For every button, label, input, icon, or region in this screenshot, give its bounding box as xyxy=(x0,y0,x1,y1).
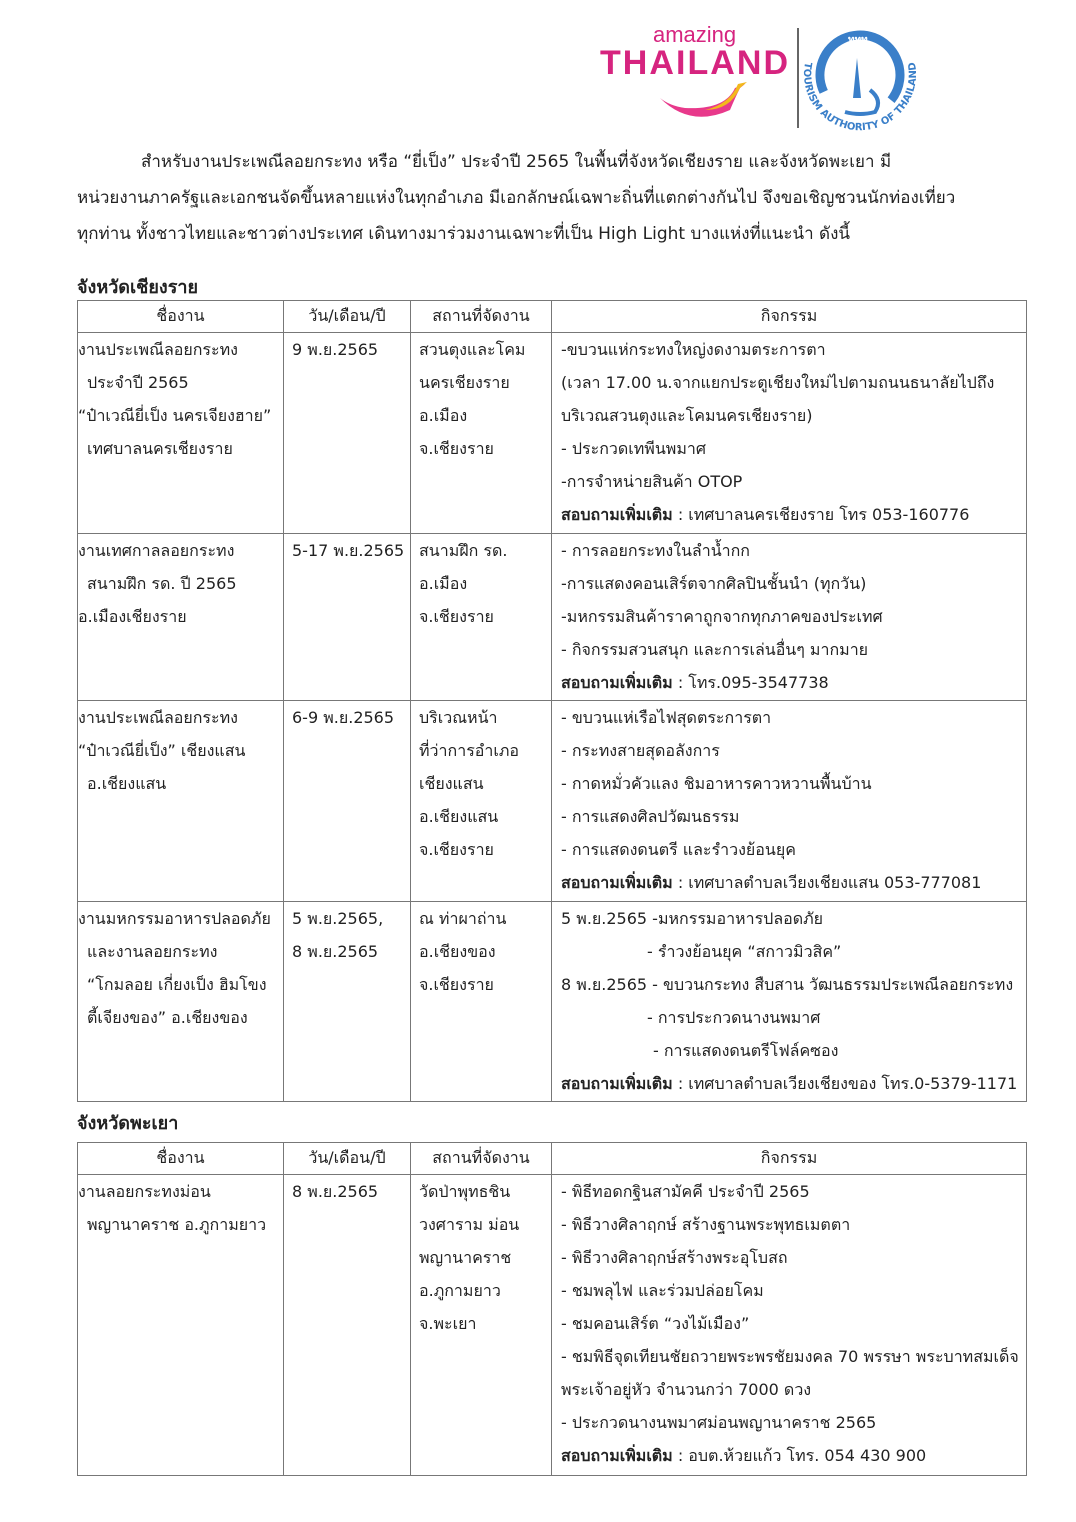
event-activities-line: - ประกวดเทพีนพมาศ xyxy=(561,439,706,458)
event-venue-line: ณ ท่าผาถ่าน xyxy=(419,909,507,928)
contact-line xyxy=(561,1439,1026,1472)
event-date-cell xyxy=(284,1175,411,1476)
event-date-cell xyxy=(284,902,411,1102)
event-activities-line: - การแสดงดนตรีโฟล์คซอง xyxy=(653,1041,839,1060)
event-date-cell xyxy=(284,534,411,701)
event-activities-line: - รำวงย้อนยุค “สกาวมิวสิค” xyxy=(647,942,842,961)
event-name-line: ตี้เจียงของ” อ.เชียงของ xyxy=(87,1008,248,1027)
column-header: ชื่องาน xyxy=(78,301,284,333)
event-venue-line: จ.เชียงราย xyxy=(419,439,494,458)
event-venue-line: อ.เชียงของ xyxy=(419,942,496,961)
event-name-line: งานลอยกระทงม่อน xyxy=(78,1182,211,1201)
event-venue-cell xyxy=(411,1175,552,1476)
event-activities-line: บริเวณสวนตุงและโคมนครเชียงราย) xyxy=(561,406,813,425)
event-venue-line: จ.เชียงราย xyxy=(419,607,494,626)
contact-line xyxy=(561,666,1026,699)
event-name-line: งานมหกรรมอาหารปลอดภัย xyxy=(78,909,271,928)
events-table xyxy=(77,1142,1027,1476)
event-name-line: อ.เมืองเชียงราย xyxy=(78,607,187,626)
section-title: จังหวัดพะเยา xyxy=(77,1113,179,1134)
event-activities-cell xyxy=(552,701,1027,902)
table-header-row xyxy=(78,301,1027,333)
event-name-line: สนามฝึก รด. ปี 2565 xyxy=(87,574,237,593)
event-activities-cell xyxy=(552,534,1027,701)
contact-label: สอบถามเพิ่มเติม xyxy=(561,1446,673,1465)
event-name-line: งานเทศกาลลอยกระทง xyxy=(78,541,235,560)
event-name-line: “ป๋าเวณียี่เป็ง” เชียงแสน xyxy=(78,741,246,760)
event-venue-line: เชียงแสน xyxy=(419,774,484,793)
event-date-line: 9 พ.ย.2565 xyxy=(292,340,379,359)
event-venue-cell xyxy=(411,534,552,701)
intro-paragraph xyxy=(77,144,1017,252)
event-venue-line: จ.เชียงราย xyxy=(419,975,494,994)
event-name-cell xyxy=(78,534,284,701)
event-activities-line: - กิจกรรมสวนสนุก และการเล่นอื่นๆ มากมาย xyxy=(561,640,869,659)
event-venue-cell xyxy=(411,902,552,1102)
event-name-line: เทศบาลนครเชียงราย xyxy=(87,439,233,458)
event-date-line: 6-9 พ.ย.2565 xyxy=(292,708,395,727)
event-venue-line: พญานาคราช xyxy=(419,1248,512,1267)
event-name-line: พญานาคราช อ.ภูกามยาว xyxy=(87,1215,267,1234)
event-venue-line: วัดป่าพุทธชิน xyxy=(419,1182,511,1201)
event-activities-line: - พิธีทอดกฐินสามัคคี ประจำปี 2565 xyxy=(561,1182,810,1201)
event-date-line: 5-17 พ.ย.2565 xyxy=(292,541,405,560)
event-activities-line: -การแสดงคอนเสิร์ตจากศิลปินชั้นนำ (ทุกวัน) xyxy=(561,574,867,593)
event-venue-cell xyxy=(411,333,552,534)
event-name-line: “ป๋าเวณียี่เป็ง นครเจียงฮาย” xyxy=(78,406,272,425)
table-row xyxy=(78,333,1027,534)
event-date-line: 8 พ.ย.2565 xyxy=(292,1182,379,1201)
event-name-cell xyxy=(78,701,284,902)
event-activities-cell xyxy=(552,1175,1027,1476)
event-activities-line: - การแสดงดนตรี และรำวงย้อนยุค xyxy=(561,840,796,859)
event-venue-line: วงศาราม ม่อน xyxy=(419,1215,520,1234)
column-header: ชื่องาน xyxy=(78,1143,284,1175)
event-venue-line: อ.เชียงแสน xyxy=(419,807,499,826)
contact-info: : อบต.ห้วยแก้ว โทร. 054 430 900 xyxy=(677,1446,927,1465)
column-header: สถานที่จัดงาน xyxy=(411,1143,552,1175)
amazing-thailand-tat-logo xyxy=(595,14,925,139)
logo-tat-abbr: ททท xyxy=(848,35,868,46)
column-header: กิจกรรม xyxy=(552,301,1027,333)
contact-label: สอบถามเพิ่มเติม xyxy=(561,505,673,524)
contact-line xyxy=(561,1067,1026,1100)
event-activities-line: - การประกวดนางนพมาศ xyxy=(647,1008,821,1027)
event-name-line: งานประเพณีลอยกระทง xyxy=(78,708,238,727)
event-name-cell xyxy=(78,333,284,534)
event-activities-line: - ขบวนแห่เรือไฟสุดตระการตา xyxy=(561,708,772,727)
event-activities-line: - พิธีวางศิลาฤกษ์ สร้างฐานพระพุทธเมตตา xyxy=(561,1215,851,1234)
event-venue-line: สนามฝึก รด. xyxy=(419,541,508,560)
event-name-line: อ.เชียงแสน xyxy=(87,774,167,793)
event-activities-line: - การลอยกระทงในลำน้ำกก xyxy=(561,541,750,560)
contact-label: สอบถามเพิ่มเติม xyxy=(561,1074,673,1093)
event-activities-line: 8 พ.ย.2565 - ขบวนกระทง สืบสาน วัฒนธรรมประเพณีลอยกระทง xyxy=(561,975,1014,994)
event-venue-line: บริเวณหน้า xyxy=(419,708,498,727)
event-venue-line: อ.เมือง xyxy=(419,406,468,425)
event-activities-line: พระเจ้าอยู่หัว จำนวนกว่า 7000 ดวง xyxy=(561,1380,812,1399)
event-venue-line: ที่ว่าการอำเภอ xyxy=(419,741,519,760)
event-name-cell xyxy=(78,902,284,1102)
table-row xyxy=(78,1175,1027,1476)
event-activities-line: - ชมคอนเสิร์ต “วงไม้เมือง” xyxy=(561,1314,750,1333)
event-venue-line: จ.เชียงราย xyxy=(419,840,494,859)
event-activities-line: - กาดหมั่วคัวแลง ชิมอาหารคาวหวานพื้นบ้าน xyxy=(561,774,872,793)
intro-line: สำหรับงานประเพณีลอยกระทง หรือ “ยี่เป็ง” ประจำปี 2565 ในพื้นที่จังหวัดเชียงราย และจังหวัดพะเยา มี xyxy=(141,152,892,172)
logo-smile-icon xyxy=(660,84,745,117)
table-row xyxy=(78,902,1027,1102)
event-venue-line: สวนตุงและโคม xyxy=(419,340,526,359)
contact-info: : เทศบาลตำบลเวียงเชียงของ โทร.0-5379-1171 xyxy=(677,1074,1018,1093)
event-activities-line: - กระทงสายสุดอลังการ xyxy=(561,741,720,760)
event-venue-line: อ.เมือง xyxy=(419,574,468,593)
event-venue-line: จ.พะเยา xyxy=(419,1314,477,1333)
intro-line: ทุกท่าน ทั้งชาวไทยและชาวต่างประเทศ เดินทางมาร่วมงานเฉพาะที่เป็น High Light บางแห่งที่แนะนำ ดังนี้ xyxy=(77,224,851,244)
event-activities-line: - การแสดงศิลปวัฒนธรรม xyxy=(561,807,740,826)
event-name-line: และงานลอยกระทง xyxy=(87,942,218,961)
column-header: กิจกรรม xyxy=(552,1143,1027,1175)
event-date-cell xyxy=(284,701,411,902)
event-venue-line: อ.ภูกามยาว xyxy=(419,1281,501,1300)
event-activities-line: (เวลา 17.00 น.จากแยกประตูเชียงใหม่ไปตามถนนธนาลัยไปถึง xyxy=(561,373,995,392)
column-header: วัน/เดือน/ปี xyxy=(284,301,411,333)
section-title: จังหวัดเชียงราย xyxy=(77,277,199,298)
event-activities-cell xyxy=(552,902,1027,1102)
logo-thailand: THAILAND xyxy=(600,44,788,82)
event-activities-line: -มหกรรมสินค้าราคาถูกจากทุกภาคของประเทศ xyxy=(561,607,883,626)
contact-info: : เทศบาลนครเชียงราย โทร 053-160776 xyxy=(677,505,970,524)
intro-line: หน่วยงานภาครัฐและเอกชนจัดขึ้นหลายแห่งในทุกอำเภอ มีเอกลักษณ์เฉพาะถิ่นที่แตกต่างกันไป จึงขอเชิญชวนนักท่องเที่ยว xyxy=(77,188,956,208)
contact-line xyxy=(561,498,1026,531)
logo-amazing: amazing xyxy=(653,22,737,47)
column-header: สถานที่จัดงาน xyxy=(411,301,552,333)
event-activities-line: -การจำหน่ายสินค้า OTOP xyxy=(561,472,743,491)
event-name-line: งานประเพณีลอยกระทง xyxy=(78,340,238,359)
event-activities-line: - ประกวดนางนพมาศม่อนพญานาคราช 2565 xyxy=(561,1413,877,1432)
table-header-row xyxy=(78,1143,1027,1175)
event-date-cell xyxy=(284,333,411,534)
event-venue-cell xyxy=(411,701,552,902)
event-activities-line: - ชมพิธีจุดเทียนชัยถวายพระพรชัยมงคล 70 พรรษา พระบาทสมเด็จ xyxy=(561,1347,1019,1366)
table-row xyxy=(78,701,1027,902)
contact-label: สอบถามเพิ่มเติม xyxy=(561,673,673,692)
contact-info: : โทร.095-3547738 xyxy=(677,673,829,692)
event-date-line: 8 พ.ย.2565 xyxy=(292,942,379,961)
event-activities-line: - ชมพลุไฟ และร่วมปล่อยโคม xyxy=(561,1281,764,1300)
event-activities-line: - พิธีวางศิลาฤกษ์สร้างพระอุโบสถ xyxy=(561,1248,788,1267)
contact-info: : เทศบาลตำบลเวียงเชียงแสน 053-777081 xyxy=(677,873,982,892)
event-activities-line: -ขบวนแห่กระทงใหญ่งดงามตระการตา xyxy=(561,340,826,359)
events-table xyxy=(77,300,1027,1102)
event-name-line: ประจำปี 2565 xyxy=(87,373,189,392)
contact-label: สอบถามเพิ่มเติม xyxy=(561,873,673,892)
event-name-cell xyxy=(78,1175,284,1476)
contact-line xyxy=(561,866,1026,899)
table-row xyxy=(78,534,1027,701)
column-header: วัน/เดือน/ปี xyxy=(284,1143,411,1175)
logo-tat-name-path: TOURISM AUTHORITY OF THAILAND xyxy=(800,61,920,134)
event-venue-line: นครเชียงราย xyxy=(419,373,510,392)
event-date-line: 5 พ.ย.2565, xyxy=(292,909,384,928)
event-activities-cell xyxy=(552,333,1027,534)
logo-group xyxy=(595,14,925,139)
event-activities-line: 5 พ.ย.2565 -มหกรรมอาหารปลอดภัย xyxy=(561,909,824,928)
event-name-line: “โกมลอย เกี่ยงเป็ง ฮิมโขง xyxy=(87,975,267,994)
temple-icon xyxy=(853,58,861,98)
